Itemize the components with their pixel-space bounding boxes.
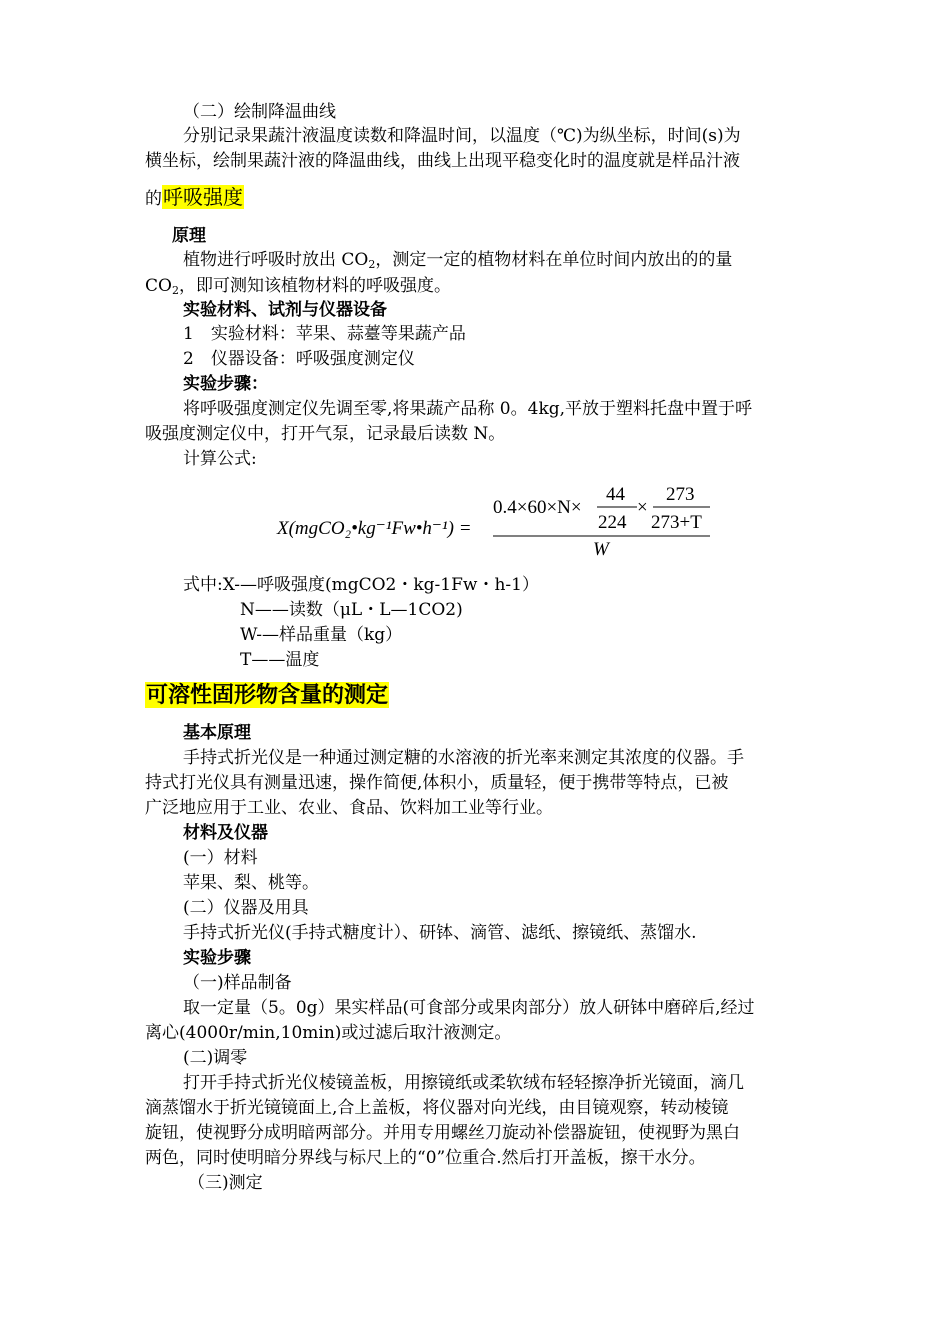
paragraph-line: 分别记录果蔬汁液温度读数和降温时间，以温度（℃)为纵坐标，时间(s)为	[183, 126, 741, 146]
formula-times: ×	[637, 497, 648, 518]
heading-respiration-intensity: 呼吸强度	[163, 185, 243, 209]
formula-numerator-prefix: 0.4×60×N×	[493, 497, 582, 518]
steps-title: 实验步骤：	[183, 374, 268, 394]
instruments-text: 手持式折光仪(手持式糖度计）、研钵、滴管、滤纸、擦镜纸、蒸馏水.	[183, 923, 697, 943]
instruments-label: (二）仪器及用具	[183, 898, 309, 918]
step2-line: 两色，同时使明暗分界线与标尺上的“0”位重合.然后打开盖板，擦干水分。	[145, 1148, 706, 1168]
step1-line: 取一定量（5。0g）果实样品(可食部分或果肉部分）放人研钵中磨碎后,经过	[183, 998, 755, 1018]
formula-frac2-numerator: 273	[666, 484, 695, 505]
subscript: 2	[171, 284, 179, 297]
basic-principle-line: 广泛地应用于工业、农业、食品、饮料加工业等行业。	[145, 798, 553, 818]
material-item-2: 2 仪器设备：呼吸强度测定仪	[183, 349, 415, 369]
formula-denominator: W	[593, 539, 609, 560]
formula-lhs: X(mgCO₂•kg⁻¹Fw•h⁻¹) =	[277, 518, 472, 539]
steps-title-2: 实验步骤	[183, 948, 251, 968]
formula-frac1-denominator: 224	[598, 512, 627, 533]
respiration-formula	[275, 478, 725, 558]
basic-principle-title: 基本原理	[183, 723, 251, 743]
formula-frac1-numerator: 44	[606, 484, 625, 505]
step1-line: 离心(4000r/min,10min)或过滤后取汁液测定。	[145, 1023, 512, 1043]
formula-frac2-denominator: 273+T	[651, 512, 702, 533]
step2-line: 滴蒸馏水于折光镜镜面上,合上盖板，将仪器对向光线，由目镜观察，转动棱镜	[145, 1098, 729, 1118]
principle-text: ，测定一定的植物材料在单位时间内放出的的量	[375, 250, 733, 270]
section-heading-cooling-curve: （二）绘制降温曲线	[183, 102, 336, 122]
legend-t: T——温度	[240, 650, 320, 670]
step3-label: （三)测定	[188, 1173, 263, 1193]
principle-text: ，即可测知该植物材料的呼吸强度。	[178, 276, 451, 296]
principle-line	[145, 274, 805, 298]
materials-title: 实验材料、试剂与仪器设备	[183, 300, 387, 320]
principle-line	[183, 248, 803, 272]
legend-x: 式中:X-—呼吸强度(mgCO2・kg-1Fw・h-1）	[183, 575, 539, 595]
formula-label: 计算公式:	[183, 449, 257, 469]
paragraph-text: 的	[145, 189, 162, 209]
material-item-1: 1 实验材料：苹果、蒜薹等果蔬产品	[183, 324, 466, 344]
formula-svg	[275, 478, 725, 558]
heading-soluble-solids: 可溶性固形物含量的测定	[146, 682, 389, 708]
subscript: 2	[368, 258, 376, 271]
steps-line: 将呼吸强度测定仪先调至零,将果蔬产品称 0。4kg,平放于塑料托盘中置于呼	[183, 399, 753, 419]
materials-label: (一）材料	[183, 848, 258, 868]
step2-line: 旋钮，使视野分成明暗两部分。并用专用螺丝刀旋动补偿器旋钮，使视野为黑白	[145, 1123, 740, 1143]
principle-title: 原理	[172, 226, 206, 246]
basic-principle-line: 持式打光仪具有测量迅速，操作简便,体积小，质量轻，便于携带等特点，已被	[145, 773, 729, 793]
legend-n: N——读数（μL・L—1CO2)	[240, 600, 463, 620]
principle-text: 植物进行呼吸时放出 CO	[183, 250, 369, 270]
paragraph-line-with-heading	[145, 183, 805, 214]
step2-label: (二)调零	[183, 1048, 248, 1068]
step1-label: （一)样品制备	[183, 973, 292, 993]
section-title-wrapper	[145, 680, 805, 713]
basic-principle-line: 手持式折光仪是一种通过测定糖的水溶液的折光率来测定其浓度的仪器。手	[183, 748, 744, 768]
paragraph-line: 横坐标，绘制果蔬汁液的降温曲线，曲线上出现平稳变化时的温度就是样品汁液	[145, 151, 740, 171]
materials-text: 苹果、梨、桃等。	[183, 873, 319, 893]
steps-line: 吸强度测定仪中，打开气泵，记录最后读数 N。	[145, 424, 506, 444]
legend-w: W-—样品重量（kg）	[240, 625, 403, 645]
materials-instruments-title: 材料及仪器	[183, 823, 268, 843]
principle-text: CO	[145, 276, 172, 296]
step2-line: 打开手持式折光仪棱镜盖板，用擦镜纸或柔软绒布轻轻擦净折光镜面，滴几	[183, 1073, 744, 1093]
